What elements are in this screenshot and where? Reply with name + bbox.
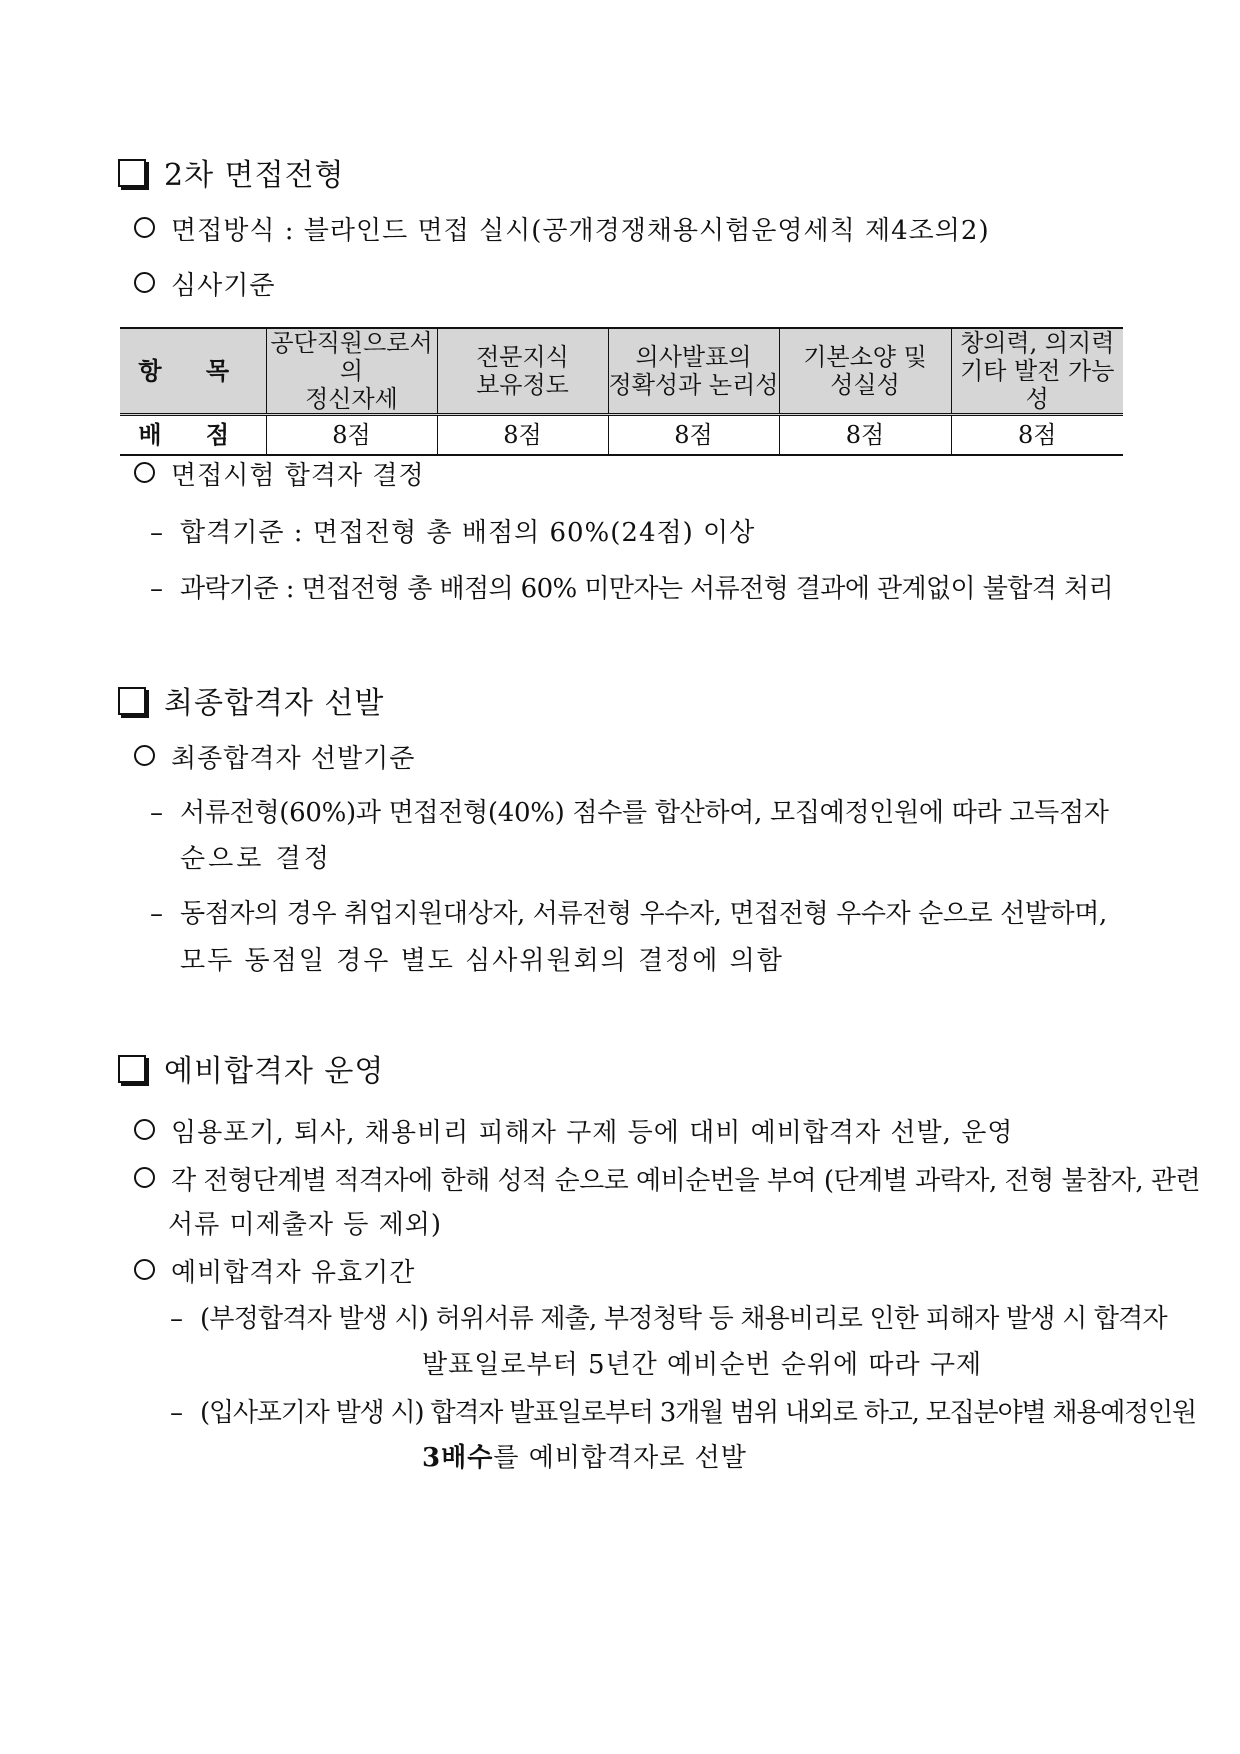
validity-item-fraud [170,1298,1167,1335]
table-score-row [120,415,1123,456]
table-header-label: 항 목 [120,328,266,415]
table-score-cell: 8점 [951,415,1123,456]
final-item-1-line2: 순으로 결정 [180,844,332,874]
validity-item-bold: 3배수 [422,1443,494,1473]
table-header-cell: 창의력, 의지력 기타 발전 가능성 [951,328,1123,415]
bullet-text: 최종합격자 선발기준 [171,744,416,774]
table-header-cell: 기본소양 및 성실성 [779,328,951,415]
bullet-text: 예비합격자 유효기간 [171,1258,416,1288]
final-item-2-cont [180,940,784,977]
pass-criteria-text: 합격기준 : 면접전형 총 배점의 60%(24점) 이상 [180,518,756,548]
checkbox-square-icon [118,687,146,715]
bullet-text: 임용포기, 퇴사, 채용비리 피해자 구제 등에 대비 예비합격자 선발, 운영 [171,1118,1014,1148]
bullet-criteria-heading [134,265,275,302]
validity-item-text: 허위서류 제출, 부정청탁 등 채용비리로 인한 피해자 발생 시 합격자 [435,1304,1167,1334]
dash-marker: – [150,899,164,929]
pass-criteria [150,512,755,549]
section-title: 예비합격자 운영 [164,1054,385,1089]
fail-criteria-text: 과락기준 : 면접전형 총 배점의 60% 미만자는 서류전형 결과에 관계없이 불합격 처리 [180,574,1113,604]
section-heading-interview [118,150,345,194]
bullet-validity-heading [134,1252,415,1289]
final-item-1-line1: 서류전형(60%)과 면접전형(40%) 점수를 합산하여, 모집예정인원에 따라 고득점자 [180,798,1109,828]
table-score-cell: 8점 [779,415,951,456]
dash-marker: – [170,1398,182,1428]
table-score-cell: 8점 [437,415,608,456]
bullet-text-cont: 서류 미제출자 등 제외) [168,1210,442,1240]
bullet-reserve-order-cont [168,1204,442,1241]
bullet-interview-method [134,210,990,247]
section-title: 최종합격자 선발 [164,686,385,721]
circle-bullet-icon [134,1259,155,1280]
circle-bullet-icon [134,217,155,238]
section-heading-reserve [118,1046,384,1090]
final-item-1 [150,792,1109,829]
section-heading-final-selection [118,678,384,722]
bullet-text: 각 전형단계별 적격자에 한해 성적 순으로 예비순번을 부여 (단계별 과락자, 전형 불참자, 관련 [171,1166,1201,1196]
table-header-cell: 공단직원으로서의 정신자세 [266,328,437,415]
table-header-row [120,328,1123,415]
table-score-cell: 8점 [266,415,437,456]
checkbox-square-icon [118,1055,146,1083]
final-item-2-line1: 동점자의 경우 취업지원대상자, 서류전형 우수자, 면접전형 우수자 순으로 선발하며, [180,899,1107,929]
validity-item-label: (입사포기자 발생 시) [200,1398,424,1428]
validity-item-text-cont: 발표일로부터 5년간 예비순번 순위에 따라 구제 [422,1350,983,1380]
dash-marker: – [150,518,164,548]
circle-bullet-icon [134,745,155,766]
circle-bullet-icon [134,1167,155,1188]
circle-bullet-icon [134,462,155,483]
bullet-decision-heading [134,455,425,492]
table-header-cell: 의사발표의 정확성과 논리성 [608,328,779,415]
validity-item-text-cont: 를 예비합격자로 선발 [493,1443,747,1473]
criteria-table [120,327,1123,456]
fail-criteria [150,568,1125,605]
checkbox-square-icon [118,159,146,187]
bullet-text: 심사기준 [171,271,276,301]
validity-item-resign-cont [422,1437,747,1474]
validity-item-text: 합격자 발표일로부터 3개월 범위 내외로 하고, 모집분야별 채용예정인원 [430,1398,1196,1428]
final-item-2-line2: 모두 동점일 경우 별도 심사위원회의 결정에 의함 [180,946,784,976]
validity-item-resign [170,1392,1196,1429]
bullet-text: 면접방식 : 블라인드 면접 실시(공개경쟁채용시험운영세칙 제4조의2) [171,216,990,246]
table-header-cell: 전문지식 보유정도 [437,328,608,415]
section-title: 2차 면접전형 [164,158,345,193]
bullet-reserve-order [134,1160,1200,1197]
bullet-final-criteria [134,738,415,775]
bullet-reserve-purpose [134,1112,1013,1149]
final-item-2 [150,893,1107,930]
validity-item-label: (부정합격자 발생 시) [200,1304,429,1334]
final-item-1-cont [180,838,332,875]
validity-item-fraud-cont [422,1344,982,1381]
dash-marker: – [150,574,164,604]
circle-bullet-icon [134,272,155,293]
bullet-text: 면접시험 합격자 결정 [171,461,425,491]
dash-marker: – [170,1304,183,1334]
circle-bullet-icon [134,1119,155,1140]
table-score-label: 배 점 [120,415,266,456]
dash-marker: – [150,798,164,828]
table-score-cell: 8점 [608,415,779,456]
